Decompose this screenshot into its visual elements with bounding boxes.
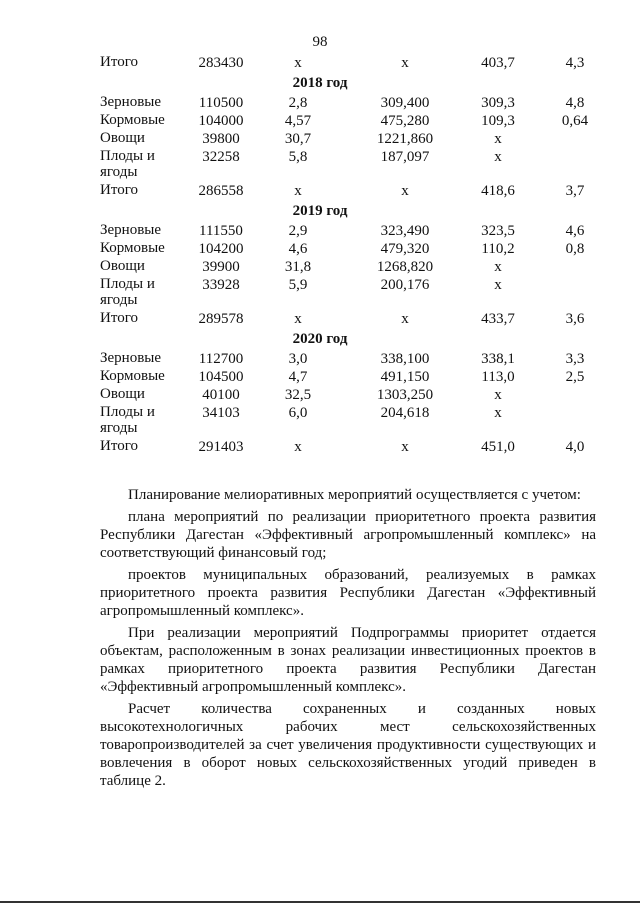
value-cell: 200,176 [380, 277, 430, 293]
crop-name-cell: Зерновые [100, 350, 162, 366]
value-cell: 1303,250 [376, 387, 434, 403]
value-cell: 109,3 [481, 113, 515, 129]
value-cell: x [294, 311, 302, 327]
page-number: 98 [312, 34, 328, 50]
value-cell: 104200 [198, 241, 244, 257]
value-cell: 291403 [198, 439, 244, 455]
value-cell: x [401, 55, 409, 71]
value-cell: 4,6 [565, 223, 585, 239]
value-cell: 309,3 [481, 95, 515, 111]
value-cell: 5,9 [288, 277, 308, 293]
value-cell: 4,8 [565, 95, 585, 111]
value-cell: 3,0 [288, 351, 308, 367]
value-cell: 418,6 [481, 183, 515, 199]
table-row [0, 368, 640, 386]
value-cell: 39900 [202, 259, 240, 275]
paragraph: проектов муниципальных образований, реализуемых в рамках приоритетного проекта развития Республики Дагестан «Эффективный агропромышленный комплекс». [100, 567, 596, 619]
value-cell: 3,6 [565, 311, 585, 327]
value-cell: x [494, 259, 502, 275]
paragraph: Расчет количества сохраненных и созданных новых высокотехнологичных рабочих мест сельскохозяйственных товаропроизводителей за счет увеличения продуктивности существующих и вовлечения в оборот новых сельскохозяйственных угодий приведен в таблице 2. [100, 701, 596, 789]
crop-name-cell: Итого [100, 438, 138, 454]
crop-name-cell: Итого [100, 182, 138, 198]
value-cell: 187,097 [380, 149, 430, 165]
value-cell: 39800 [202, 131, 240, 147]
crop-name-cell: Плоды и ягоды [100, 276, 155, 308]
table-row [0, 258, 640, 276]
value-cell: 491,150 [380, 369, 430, 385]
value-cell: x [401, 183, 409, 199]
value-cell: 3,3 [565, 351, 585, 367]
value-cell: 338,1 [481, 351, 515, 367]
paragraph: плана мероприятий по реализации приоритетного проекта развития Республики Дагестан «Эффективный агропромышленный комплекс» на соответствующий финансовый год; [100, 509, 596, 561]
crop-name-cell: Кормовые [100, 368, 165, 384]
value-cell: 2,9 [288, 223, 308, 239]
crop-name-cell: Плоды и ягоды [100, 148, 155, 180]
value-cell: 5,8 [288, 149, 308, 165]
value-cell: 323,490 [380, 223, 430, 239]
body-text [100, 486, 596, 794]
value-cell: 451,0 [481, 439, 515, 455]
crop-name-cell: Итого [100, 310, 138, 326]
value-cell: 323,5 [481, 223, 515, 239]
value-cell: x [494, 131, 502, 147]
table-row [0, 112, 640, 130]
crop-name-cell: Зерновые [100, 94, 162, 110]
year-heading: 2020 год [292, 331, 348, 347]
value-cell: x [294, 55, 302, 71]
crop-name-cell: Овощи [100, 386, 145, 402]
value-cell: 204,618 [380, 405, 430, 421]
value-cell: 32258 [202, 149, 240, 165]
table-row [0, 276, 640, 310]
value-cell: 289578 [198, 311, 244, 327]
value-cell: 31,8 [284, 259, 312, 275]
table-row [0, 148, 640, 182]
value-cell: x [401, 439, 409, 455]
value-cell: 286558 [198, 183, 244, 199]
crop-name-cell: Зерновые [100, 222, 162, 238]
crop-name-cell: Овощи [100, 258, 145, 274]
value-cell: x [494, 387, 502, 403]
value-cell: 309,400 [380, 95, 430, 111]
value-cell: 3,7 [565, 183, 585, 199]
value-cell: 283430 [198, 55, 244, 71]
year-heading: 2019 год [292, 203, 348, 219]
value-cell: 111550 [199, 223, 243, 239]
value-cell: 4,57 [284, 113, 312, 129]
value-cell: 110,2 [481, 241, 515, 257]
value-cell: 113,0 [481, 369, 515, 385]
value-cell: 32,5 [284, 387, 312, 403]
value-cell: 2,5 [565, 369, 585, 385]
value-cell: 4,6 [288, 241, 308, 257]
table-row [0, 404, 640, 438]
value-cell: 0,8 [565, 241, 585, 257]
table-row [0, 94, 640, 112]
value-cell: 104000 [198, 113, 244, 129]
crop-table [0, 54, 640, 456]
value-cell: 475,280 [380, 113, 430, 129]
value-cell: 4,7 [288, 369, 308, 385]
value-cell: 0,64 [561, 113, 589, 129]
crop-name-cell: Итого [100, 54, 138, 70]
table-row [0, 222, 640, 240]
value-cell: x [401, 311, 409, 327]
value-cell: 1268,820 [376, 259, 434, 275]
value-cell: 4,0 [565, 439, 585, 455]
table-row [0, 310, 640, 328]
value-cell: 40100 [202, 387, 240, 403]
value-cell: 30,7 [284, 131, 312, 147]
table-row [0, 240, 640, 258]
value-cell: x [294, 183, 302, 199]
value-cell: 1221,860 [376, 131, 434, 147]
value-cell: 110500 [198, 95, 244, 111]
year-heading: 2018 год [292, 75, 348, 91]
crop-name-cell: Овощи [100, 130, 145, 146]
table-row [0, 386, 640, 404]
paragraph: Планирование мелиоративных мероприятий осуществляется с учетом: [128, 487, 581, 503]
value-cell: x [494, 277, 502, 293]
table-row [0, 350, 640, 368]
value-cell: 33928 [202, 277, 240, 293]
table-row [0, 438, 640, 456]
value-cell: 403,7 [481, 55, 515, 71]
crop-name-cell: Плоды и ягоды [100, 404, 155, 436]
value-cell: 479,320 [380, 241, 430, 257]
value-cell: 34103 [202, 405, 240, 421]
value-cell: 6,0 [288, 405, 308, 421]
value-cell: 104500 [198, 369, 244, 385]
table-row [0, 54, 640, 72]
table-row [0, 182, 640, 200]
value-cell: x [294, 439, 302, 455]
value-cell: x [494, 405, 502, 421]
value-cell: 433,7 [481, 311, 515, 327]
value-cell: 112700 [198, 351, 244, 367]
paragraph: При реализации мероприятий Подпрограммы приоритет отдается объектам, расположенным в зонах реализации инвестиционных проектов в рамках приоритетного проекта развития Республики Дагестан «Эффективный агропромышленный комплекс». [100, 625, 596, 695]
table-row [0, 130, 640, 148]
crop-name-cell: Кормовые [100, 112, 165, 128]
crop-name-cell: Кормовые [100, 240, 165, 256]
value-cell: 4,3 [565, 55, 585, 71]
scan-edge-line [0, 901, 640, 903]
value-cell: 338,100 [380, 351, 430, 367]
value-cell: 2,8 [288, 95, 308, 111]
value-cell: x [494, 149, 502, 165]
